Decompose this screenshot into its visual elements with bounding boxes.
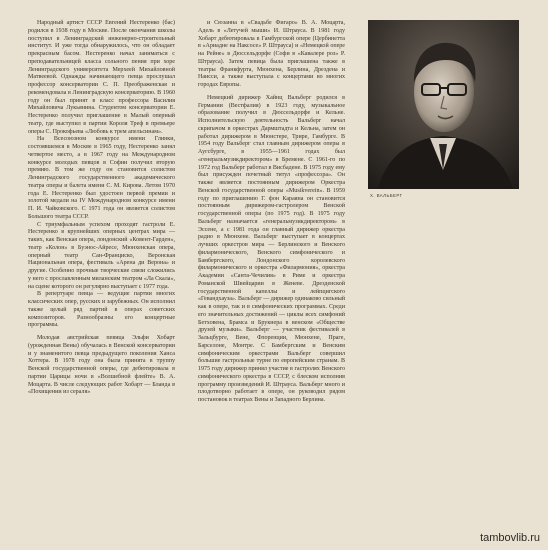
- paragraph-hobart-continued: и Сюзанна в «Свадьбе Фигаро» В. А. Моцарта, Адель в «Летучей мыши» И. Штрауса. В 1981 году Хобарт дебютировала в Гамбургской опере (Цербинетта в «Ариадне на Наксосе» Р. Штрауса) и «Немецкой опере на Рейне» в Дюссельдорфе (Софи в «Кавалере роз» Р. Штрауса). Затем певица была приглашена также в театры Франкфурта, Мюнхена, Берлина, Дрездена и Наисси, а также выступала с концертами во многих городах Европы.: [198, 20, 345, 88]
- text-column-left: [28, 20, 175, 397]
- photo-caption: Х. ВАЛЬБЕРГ: [370, 193, 403, 198]
- site-watermark: tambovlib.ru: [480, 532, 540, 544]
- conductor-portrait-photo: [368, 20, 519, 189]
- paragraph-hobart-bio: Молодая австрийская певица Эльфи Хобарт (урожденная Вены) обучалась в Венской консерватории и у знаменитого певца предыдущего поколения Ханса Хоттера. В 1978 году она была принята в труппу Венской государственной оперы, где дебютировала в партии Царицы ночи в «Волшебной флейте» В. А. Моцарта. В числе следующих работ Хобарт — Бланда в «Похищении из сераля»: [28, 335, 175, 396]
- portrait-image: [368, 20, 519, 189]
- paragraph-nesterenko-competitions: На Всесоюзном конкурсе имени Глинки, состоявшемся в Москве в 1965 году, Нестеренко занял четвертое место, а в 1967 году на Международном конкурсе молодых певцов в Софии получил вторую премию. В том же году он становится солистом Ленинградского государственного академического театра оперы и балета имени С. М. Кирова. Летом 1970 года Е. Нестеренко был удостоен первой премии и золотой медали на IV Международном конкурсе имени П. И. Чайковского. С 1971 года он является солистом Большого театра СССР.: [28, 136, 175, 220]
- paragraph-nesterenko-bio: Народный артист СССР Евгений Нестеренко (бас) родился в 1938 году в Москве. После окончания школы поступил в Ленинградский инженерно-строительный институт. И уже тогда обнаружилось, что он обладает прекрасным басом. Нестеренко начал заниматься с преподавательницей класса сольного пения при хоре Ленинградского университета Мерхеей Михайловной Матвеевой. Однажды начинающего певца прослушал профессор консерватории С. П. Преображенская и рекомендовала в Ленинградскую консерваторию. В 1960 году он был принят в класс профессора Василия Михайловича Лукьянина. Студентом консерватории Е. Нестеренко получил приглашение в Малый оперный театр, где выступил в партии Короля Треф в премьере оперы С. Прокофьева «Любовь к трем апельсинам».: [28, 20, 175, 135]
- paragraph-wallberg-bio: Немецкий дирижер Хайнц Вальберг родился в Германии (Вестфалия) в 1923 году, музыкальное образование получил в Дюссельдорфе и Кельне. Исполнительскую деятельность Вальберг начал скрипачом в оркестрах Дармштадта и Кельна, затем он работал дирижером в Мюнстере, Трире, Гамбурге. В 1954 году Вальберг стал главным дирижером оперы в Аугсбурге, в 1955—1961 годах был «генеральмузикдиректором» в Бремене. С 1961-го по 1972 год Вальберг работал в Висбадене. В 1975 году ему был присужден почетный титул «профессора». Он также является постоянным дирижером Оркестра Венской государственной оперы «Musikverein». В 1959 году по приглашению Г. фон Караяна он становится постоянным дирижером-гастролером Венской государственной оперы (по 1975 год). В 1975 году Вальберг назначается «генеральмузикдиректором» в Эссене, а с 1981 года он главный дирижер оркестра радио в Мюнхене. Вальберг выступает в концертах лучших оркестров мира — Берлинского и Венского филармонического, Венского симфонического и Бамбергского, Лондонского королевского филармонического и оркестра «Филармония», оркестра Академии «Санта-Чечилия» в Риме и оркестра Романской Швейцарии в Женеве. Дрезденской государственной капеллы и лейпцигского «Гевандхауза». Вальберг — дирижер одинаково сильный как в опере, так и в симфонических программах. Среди его значительных достижений — циклы всех симфоний Бетховена, Брамса и Брукнера в венском «Обществе друзей музыки». Вальберг — участник фестивалей в Зальцбурге, Вене, Флоренции, Мюнхене, Праге, Барселоне, Монтре. С Бамбергским и Венским симфоническим оркестрами Вальберг совершил большие гастрольные турне по европейским странам. В 1975 году дирижер принял участие в гастролях Венского симфонического оркестра в СССР, с блеском исполнив программу произведений И. Штрауса. Вальберг много и плодотворно работает в опере, он руководил рядом постановок в театрах Вены и Западного Берлина.: [198, 94, 345, 403]
- paragraph-nesterenko-tours: С триумфальным успехом проходят гастроли Е. Нестеренко в крупнейших оперных центрах мира — таких, как Венская опера, лондонский «Ковент-Гарден», театр «Колон» в Буэнос-Айресе, Мюнхенская опера, оперный театр Сан-Франциско, Веронская Национальная опера, фестиваль «Арена ди Верона» и другие. Особенно прочные творческие связи сложились у него с прославленным миланским театром «Ла Скала», на сцене которого он регулярно выступает с 1977 года.: [28, 221, 175, 290]
- paragraph-nesterenko-repertoire: В репертуаре певца — ведущие партии многих классических опер, русских и зарубежных. Он исполнил также целый ряд партий в операх советских композиторов. Разнообразны его концертные программы.: [28, 291, 175, 329]
- text-column-middle: [198, 20, 345, 405]
